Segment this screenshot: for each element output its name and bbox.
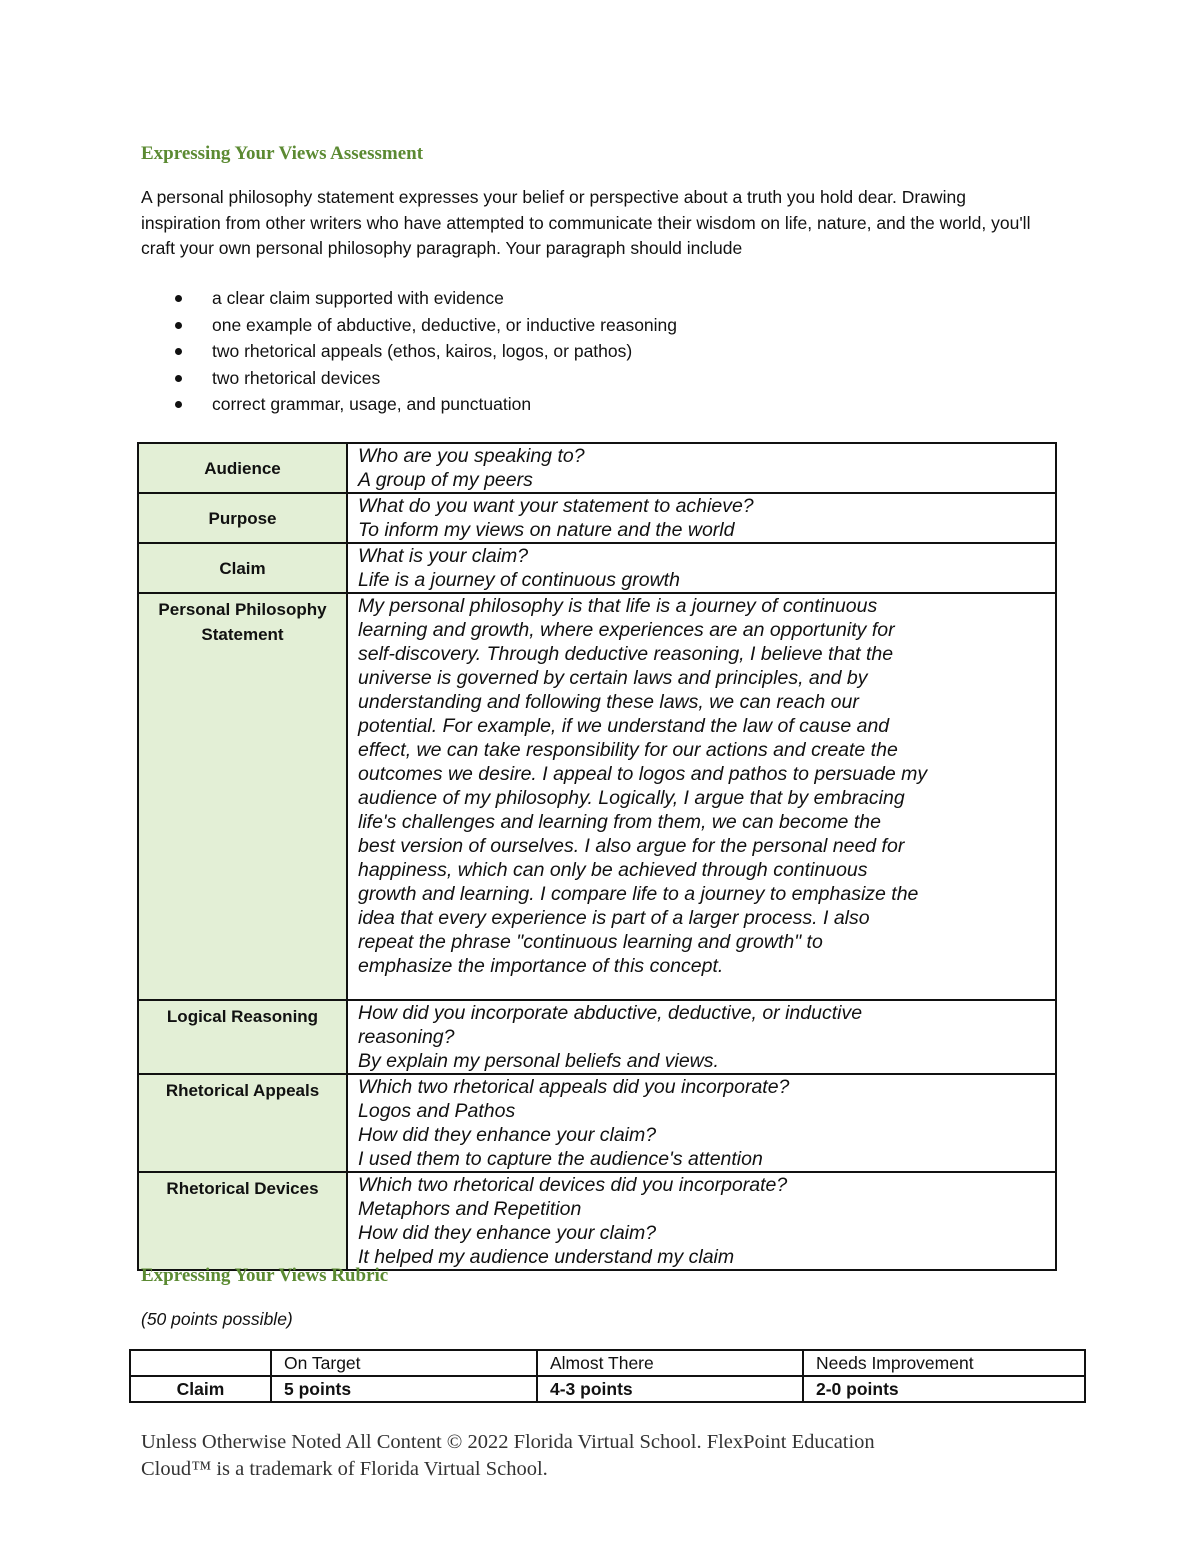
rubric-header-row [130,1350,1085,1376]
table-row-audience [138,443,1056,493]
rhetorical-devices-answer: Metaphors and Repetition [358,1198,582,1220]
statement-label-line: Personal Philosophy [158,600,327,619]
intro-paragraph: A personal philosophy statement expresses your belief or perspective about a truth you hold dear. Drawing inspiration from other writers who have attempted to communicate their wisdom on life, nature, and the world, you'll craft your own personal philosophy paragraph. Your paragraph should include [141,187,1031,258]
list-item-text: a clear claim supported with evidence [212,288,504,308]
rhetorical-appeals-question: How did they enhance your claim? [358,1124,657,1146]
rubric-header-needs-improvement: Needs Improvement [803,1350,1085,1376]
rhetorical-appeals-answer: I used them to capture the audience's attention [358,1148,763,1170]
table-row-rhetorical-devices [138,1172,1056,1270]
statement-line: audience of my philosophy. Logically, I argue that by embracing [358,787,905,809]
table-row-purpose [138,493,1056,543]
list-item-text: correct grammar, usage, and punctuation [212,394,532,414]
audience-answer: A group of my peers [358,469,533,491]
rhetorical-devices-label: Rhetorical Devices [138,1172,347,1270]
page-title: Expressing Your Views Assessment [141,143,424,164]
bullet-icon [175,348,182,355]
rubric-row-label: Claim [130,1376,271,1402]
statement-line: understanding and following these laws, we can reach our [358,691,859,713]
list-item [141,312,677,339]
list-item-text: two rhetorical appeals (ethos, kairos, logos, or pathos) [212,341,633,361]
statement-line: outcomes we desire. I appeal to logos and pathos to persuade my [358,763,928,785]
bullet-icon [175,375,182,382]
audience-label: Audience [138,443,347,493]
table-row-statement [138,593,1056,1000]
list-item [141,365,677,392]
bullet-icon [175,322,182,329]
audience-cell [347,443,1056,493]
rubric-header-almost-there: Almost There [537,1350,803,1376]
list-item [141,338,677,365]
statement-line: growth and learning. I compare life to a journey to emphasize the [358,883,919,905]
rhetorical-appeals-label: Rhetorical Appeals [138,1074,347,1172]
logical-reasoning-question: How did you incorporate abductive, deductive, or inductive [358,1002,863,1024]
purpose-question: What do you want your statement to achieve? [358,495,754,517]
rubric-title: Expressing Your Views Rubric [141,1265,389,1286]
list-item-text: one example of abductive, deductive, or inductive reasoning [212,314,678,335]
table-row-logical-reasoning [138,1000,1056,1074]
claim-question: What is your claim? [358,545,529,567]
rhetorical-appeals-answer: Logos and Pathos [358,1100,516,1122]
rubric-on-target-points: 5 points [271,1376,537,1402]
claim-cell [347,543,1056,593]
rhetorical-devices-answer: It helped my audience understand my claim [358,1246,735,1268]
statement-line: self-discovery. Through deductive reasoning, I believe that the [358,643,894,665]
statement-line: learning and growth, where experiences are an opportunity for [358,619,895,641]
footer-line: Unless Otherwise Noted All Content © 2022 Florida Virtual School. FlexPoint Education [141,1431,875,1453]
statement-line: best version of ourselves. I also argue for the personal need for [358,835,905,857]
table-row-claim [138,543,1056,593]
rubric-header-on-target: On Target [271,1350,537,1376]
statement-cell [347,593,1056,1000]
statement-label [138,593,347,1000]
statement-line: emphasize the importance of this concept. [358,955,724,977]
logical-reasoning-question: reasoning? [358,1026,455,1048]
claim-label: Claim [138,543,347,593]
statement-line: My personal philosophy is that life is a journey of continuous [358,595,878,617]
rhetorical-devices-cell [347,1172,1056,1270]
logical-reasoning-cell [347,1000,1056,1074]
rhetorical-devices-question: Which two rhetorical devices did you incorporate? [358,1174,788,1196]
statement-line: idea that every experience is part of a larger process. I also [358,907,870,929]
bullet-icon [175,295,182,302]
statement-line: potential. For example, if we understand the law of cause and [358,715,890,737]
points-note: (50 points possible) [141,1309,293,1329]
statement-line: life's challenges and learning from them, we can become the [358,811,881,833]
logical-reasoning-answer: By explain my personal beliefs and views. [358,1050,719,1072]
rhetorical-appeals-question: Which two rhetorical appeals did you incorporate? [358,1076,790,1098]
bullet-icon [175,401,182,408]
claim-answer: Life is a journey of continuous growth [358,569,680,591]
purpose-cell [347,493,1056,543]
table-row [130,1376,1085,1402]
list-item-text: two rhetorical devices [212,367,381,388]
footer-line: Cloud™ is a trademark of Florida Virtual School. [141,1458,548,1480]
statement-line: universe is governed by certain laws and principles, and by [358,667,868,689]
statement-line: effect, we can take responsibility for our actions and create the [358,739,898,761]
logical-reasoning-label: Logical Reasoning [138,1000,347,1074]
rubric-needs-improvement-points: 2-0 points [803,1376,1085,1402]
statement-line: happiness, which can only be achieved through continuous [358,859,868,881]
purpose-answer: To inform my views on nature and the world [358,519,735,541]
list-item [141,391,677,418]
audience-question: Who are you speaking to? [358,445,585,467]
statement-label-line: Statement [201,625,284,644]
list-item [141,285,677,312]
rubric-table [129,1349,1086,1403]
rhetorical-appeals-cell [347,1074,1056,1172]
statement-line: repeat the phrase "continuous learning and growth" to [358,931,823,953]
table-row-rhetorical-appeals [138,1074,1056,1172]
purpose-label: Purpose [138,493,347,543]
planning-table [137,442,1057,1271]
rubric-almost-there-points: 4-3 points [537,1376,803,1402]
rhetorical-devices-question: How did they enhance your claim? [358,1222,657,1244]
requirements-list [141,285,677,418]
copyright-footer [141,1429,1041,1483]
rubric-header-empty [130,1350,271,1376]
